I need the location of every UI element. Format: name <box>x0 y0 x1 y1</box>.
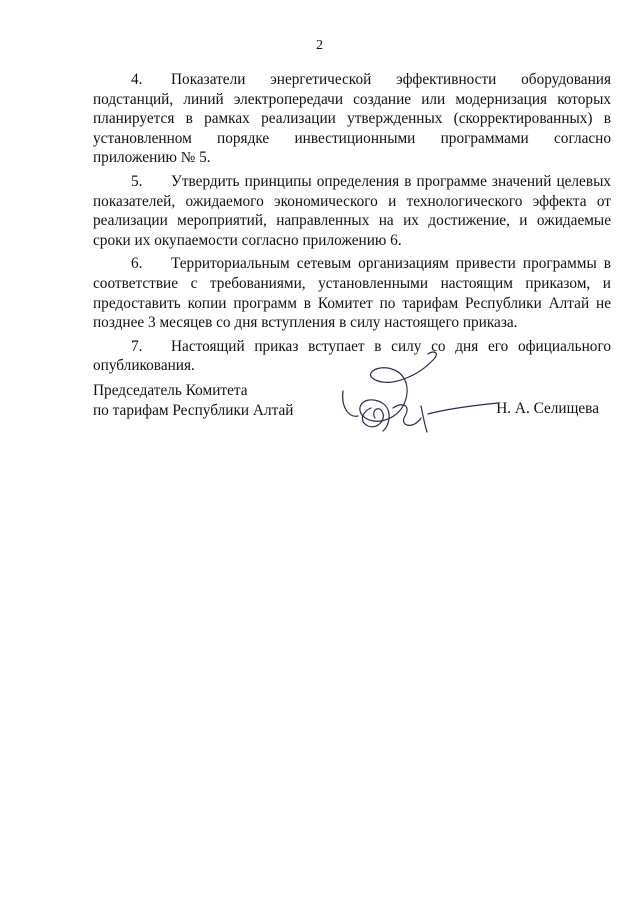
signer-title-line2: по тарифам Республики Алтай <box>93 402 294 419</box>
paragraph-number: 5. <box>131 172 143 190</box>
paragraph-number: 6. <box>131 255 143 273</box>
paragraph-text: Настоящий приказ вступает в силу со дня его официального опубликования. <box>93 337 611 375</box>
signature-block <box>93 381 611 441</box>
signer-name: Н. А. Селищева <box>496 400 599 417</box>
paragraph-6 <box>93 254 611 332</box>
handwritten-signature <box>333 346 503 446</box>
paragraph-4 <box>93 70 611 168</box>
paragraph-text: Территориальным сетевым организациям привести программы в соответствие с требованиями, установленными настоящим приказом, и предоставить копии программ в Комитет по тарифам Республики Алтай не позднее 3 месяцев со дня вступления в силу настоящего приказа. <box>93 255 611 332</box>
paragraph-text: Утвердить принципы определения в программе значений целевых показателей, ожидаемого экономического и технологического эффекта от реализации мероприятий, направленных на их достижение, и ожидаемые сроки их окупаемости согласно приложению 6. <box>93 172 611 249</box>
paragraph-5 <box>93 172 611 250</box>
paragraph-number: 4. <box>131 71 143 88</box>
paragraph-number: 7. <box>131 337 143 355</box>
paragraph-text: Показатели энергетической эффективности оборудования подстанций, линий электропередачи создание или модернизация которых планируется в рамках реализации утвержденных (скорректированных) в установленном порядке инвестиционными программами согласно приложению № 5. <box>93 71 611 167</box>
page-number: 2 <box>316 38 323 53</box>
document-body <box>93 70 611 380</box>
signer-title-line1: Председатель Комитета <box>93 382 248 399</box>
